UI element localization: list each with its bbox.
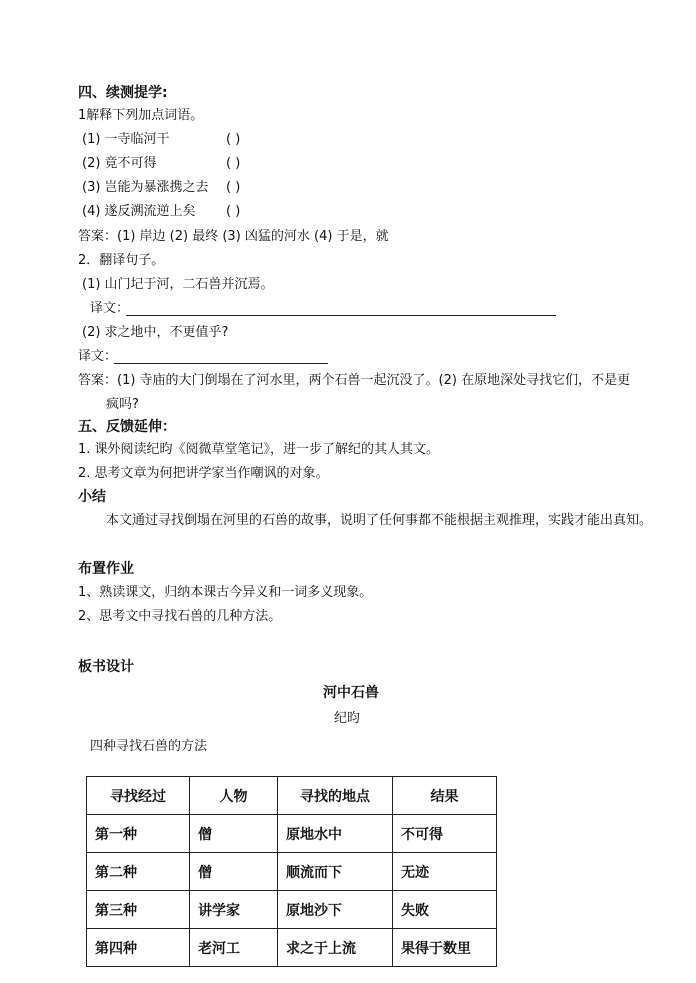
q1-item-2: (2) 竟不可得 (82, 156, 157, 171)
methods-table (86, 776, 497, 967)
q1-item-1: (1) 一寺临河干 (82, 132, 170, 147)
homework-title: 布置作业 (78, 561, 134, 577)
q1-item-4: (4) 遂反溯流逆上矣 (82, 204, 196, 219)
table-cell: 无迹 (393, 853, 497, 891)
table-cell: 第二种 (87, 853, 190, 891)
table-cell: 僧 (190, 853, 278, 891)
homework-item-2: 2、思考文中寻找石兽的几种方法。 (78, 609, 282, 624)
table-header-cell: 人物 (190, 777, 278, 815)
board-design-title: 板书设计 (78, 659, 134, 675)
table-cell: 果得于数里 (393, 929, 497, 967)
question2-title: 2．翻译句子。 (78, 253, 165, 268)
table-cell: 原地沙下 (278, 891, 393, 929)
q2-translation-label-1: 译文： (90, 301, 130, 316)
table-cell: 失败 (393, 891, 497, 929)
q2-sentence-2: (2) 求之地中，不更值乎? (82, 325, 229, 340)
q1-item-2-blank: ( ) (226, 156, 241, 171)
homework-item-1: 1、熟读课文，归纳本课古今异义和一词多义现象。 (78, 585, 373, 600)
table-cell: 原地水中 (278, 815, 393, 853)
section5-title: 五、反馈延伸： (78, 419, 176, 435)
question1-title: 1解释下列加点词语。 (78, 108, 204, 123)
table-cell: 求之于上流 (278, 929, 393, 967)
table-cell: 顺流而下 (278, 853, 393, 891)
board-heading: 河中石兽 (323, 685, 379, 701)
table-row (87, 891, 497, 929)
section5-item-1: 1. 课外阅读纪昀《阅微草堂笔记》，进一步了解纪的其人其文。 (78, 442, 440, 457)
section5-item-2: 2. 思考文章为何把讲学家当作嘲讽的对象。 (78, 466, 329, 481)
summary-text: 本文通过寻找倒塌在河里的石兽的故事，说明了任何事都不能根据主观推理，实践才能出真知。 (106, 513, 653, 528)
board-author: 纪昀 (334, 711, 361, 726)
table-row (87, 815, 497, 853)
table-header-cell: 寻找经过 (87, 777, 190, 815)
q2-sentence-1: (1) 山门圮于河，二石兽并沉焉。 (82, 277, 274, 292)
q2-translation-line-2 (114, 363, 328, 364)
table-cell: 第三种 (87, 891, 190, 929)
table-cell: 僧 (190, 815, 278, 853)
table-cell: 第四种 (87, 929, 190, 967)
q1-answer: 答案：(1) 岸边 (2) 最终 (3) 凶猛的河水 (4) 于是，就 (78, 229, 389, 244)
q2-translation-label-2: 译文： (78, 349, 118, 364)
table-header-row (87, 777, 497, 815)
board-subtitle: 四种寻找石兽的方法 (90, 739, 208, 754)
q2-answer-line-1: 答案：(1) 寺庙的大门倒塌在了河水里，两个石兽一起沉没了。(2) 在原地深处寻找它们，不是更 (78, 373, 631, 388)
q2-answer-line-2: 疯吗? (106, 397, 139, 412)
q1-item-3-blank: ( ) (226, 180, 241, 195)
table-cell: 老河工 (190, 929, 278, 967)
table-header-cell: 寻找的地点 (278, 777, 393, 815)
summary-title: 小结 (78, 489, 106, 505)
q1-item-3: (3) 岂能为暴涨携之去 (82, 180, 209, 195)
table-header-cell: 结果 (393, 777, 497, 815)
q2-translation-line-1 (126, 315, 556, 316)
table-cell: 不可得 (393, 815, 497, 853)
table-cell: 讲学家 (190, 891, 278, 929)
q1-item-4-blank: ( ) (226, 204, 241, 219)
section4-title: 四、续测提学: (78, 85, 168, 101)
table-row (87, 929, 497, 967)
table-row (87, 853, 497, 891)
table-cell: 第一种 (87, 815, 190, 853)
q1-item-1-blank: ( ) (226, 132, 241, 147)
